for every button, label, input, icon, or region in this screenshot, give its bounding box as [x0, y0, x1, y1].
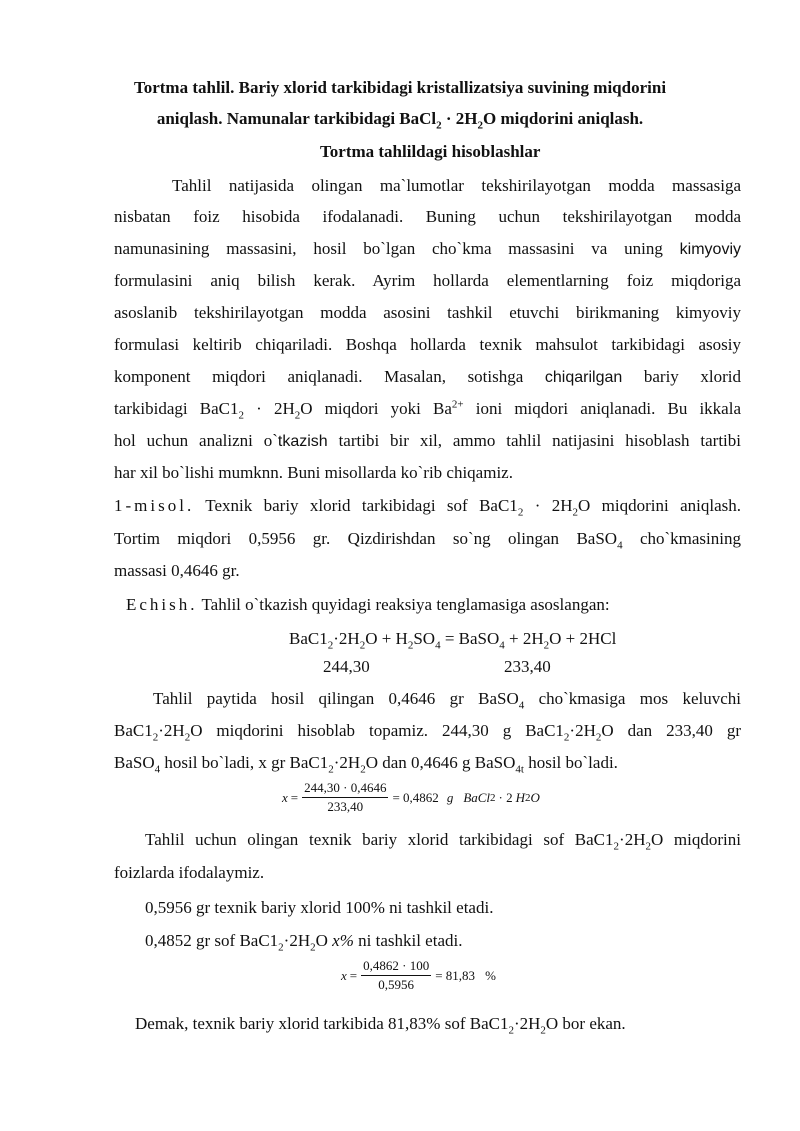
- para3-line: 0,5956 gr texnik bariy xlorid 100% ni tashkil etadi.: [145, 898, 494, 917]
- para1-line: asoslanib tekshirilayotgan modda asosini tashkil etuvchi birikmaning kimyoviy: [114, 303, 741, 322]
- para1-line: komponent miqdori aniqlanadi. Masalan, sotishga chiqarilgan bariy xlorid: [114, 367, 741, 386]
- example-line: massasi 0,4646 gr.: [114, 561, 240, 580]
- para1-line: har xil bo`lishi mumknn. Buni misollarda ko`rib chiqamiz.: [114, 463, 513, 482]
- solution-line: Echish. Tahlil o`tkazish quyidagi reaksiya tenglamasiga asoslangan:: [126, 595, 610, 614]
- example-line: 1-misol. Texnik bariy xlorid tarkibidagi sof $BaC1_2 \cdot 2H_2O$ miqdorini aniqlash.: [114, 496, 742, 519]
- para2-line: $BaC1_2\cdot 2H_2O$ miqdorini hisoblab topamiz. 244,30 g $BaC1_2\cdot 2H_2O$ dan 233,40 gr: [114, 721, 742, 744]
- para1-line: Tahlil natijasida olingan ma`lumotlar tekshirilayotgan modda massasiga: [172, 176, 741, 195]
- formula-1-fraction: $\frac{244,30 \cdot 0,4646}{233,40}$: [304, 780, 387, 814]
- conclusion-line: Demak, texnik bariy xlorid tarkibida 81,83% sof $BaC1_2\cdot 2H_2O$ bor ekan.: [135, 1014, 626, 1037]
- title-line-1: Tortma tahlil. Bariy xlorid tarkibidagi kristallizatsiya suvining miqdorini: [133, 78, 667, 97]
- para1-line: formulasi keltirib chiqariladi. Boshqa hollarda texnik mahsulot tarkibidagi asosiy: [114, 335, 741, 354]
- para3-line: Tahlil uchun olingan texnik bariy xlorid tarkibidagi sof $BaC1_2\cdot 2H_2O$ miqdorini: [145, 830, 741, 853]
- subtitle: Tortma tahlildagi hisoblashlar: [320, 142, 541, 161]
- para1-line: namunasining massasini, hosil bo`lgan cho`kma massasini va uning kimyoviy: [114, 239, 741, 258]
- formula-2: x = $\frac{0,4862 \cdot 100}{0,5956}$ = 81,83 %: [341, 958, 496, 992]
- title-line-2: aniqlash. Namunalar tarkibidagi BaCl$_2$ · $2H_2O$ miqdorini aniqlash.: [156, 109, 644, 132]
- para3-line: foizlarda ifodalaymiz.: [114, 863, 265, 882]
- para1-line: formulasini aniq bilish kerak. Ayrim hollarda elementlarning foiz miqdoriga: [114, 271, 741, 290]
- para1-line: nisbatan foiz hisobida ifodalanadi. Buning uchun tekshirilayotgan modda: [114, 207, 741, 226]
- reaction-mass-1: 244,30: [323, 657, 370, 676]
- reaction-mass-2: 233,40: [504, 657, 551, 676]
- formula-1: x = $\frac{244,30 \cdot 0,4646}{233,40}$ = 0,4862 g BaCl 2 · 2 H 2 O: [282, 780, 540, 814]
- formula-2-fraction: $\frac{0,4862 \cdot 100}{0,5956}$: [363, 958, 430, 992]
- example-line: Tortim miqdori 0,5956 gr. Qizdirishdan so`ng olingan BaSO$_4$ cho`kmasining: [114, 529, 741, 552]
- reaction-equation: $BaC1_2\cdot 2H_2O + H_2SO_4$ = BaSO$_4$ + $2H_2O + 2HCl$: [289, 629, 617, 652]
- para3-line: 0,4852 gr sof $BaC1_2\cdot 2H_2O$ x% ni tashkil etadi.: [145, 931, 463, 954]
- para2-line: Tahlil paytida hosil qilingan 0,4646 gr BaSO$_4$ cho`kmasiga mos keluvchi: [153, 689, 741, 712]
- para1-line: hol uchun analizni o`tkazish tartibi bir xil, ammo tahlil natijasini hisoblash tartibi: [114, 431, 741, 450]
- para1-line: tarkibidagi $BaC1_2 \cdot 2H_2O$ miqdori yoki $Ba^{2+}$ ioni miqdori aniqlanadi. Bu ikkala: [114, 398, 741, 422]
- para2-line: BaSO$_4$ hosil bo`ladi, x gr $BaC1_2\cdot 2H_2O$ dan 0,4646 g BaSO$_{4t}$ hosil bo`ladi.: [114, 753, 618, 776]
